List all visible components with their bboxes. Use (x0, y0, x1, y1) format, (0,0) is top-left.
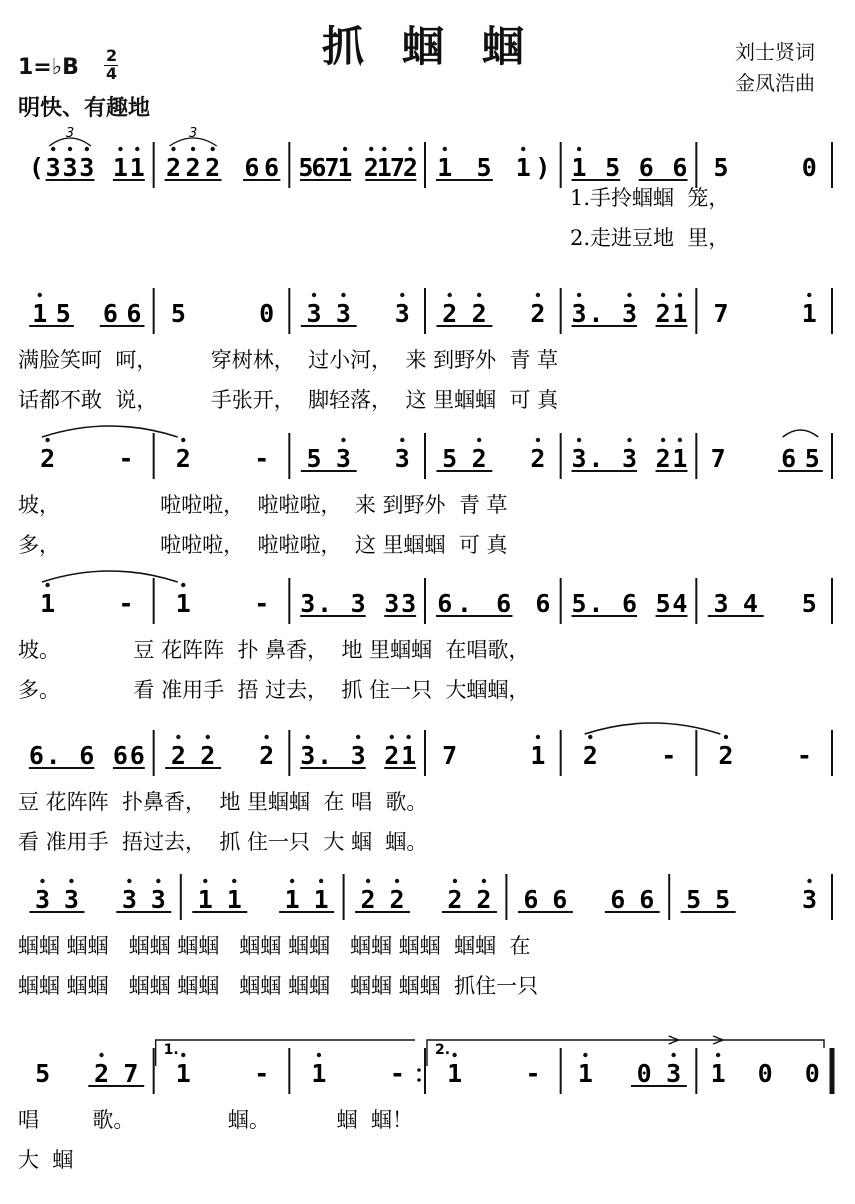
octave-dot (583, 1053, 587, 1057)
note: 6 (28, 741, 44, 770)
note: 1 (129, 153, 145, 182)
note: 3 (335, 444, 351, 473)
note: 6 (311, 153, 327, 182)
note: 3 (666, 1059, 682, 1088)
octave-dot (181, 583, 185, 587)
note: 2 (40, 444, 56, 473)
note: 3 (394, 299, 410, 328)
note: 5 (35, 1059, 51, 1088)
octave-dot (661, 293, 665, 297)
volta-1-bracket (156, 1040, 415, 1066)
system-1 (0, 126, 855, 284)
octave-dot (382, 147, 386, 151)
note: 5 (476, 153, 492, 182)
note: . (456, 589, 472, 618)
note: 2 (471, 444, 487, 473)
note: 5 (170, 299, 186, 328)
tie (585, 723, 721, 734)
note: 1 (437, 153, 453, 182)
note: 7 (389, 153, 405, 182)
note: . (317, 741, 333, 770)
note: 0 (757, 1059, 773, 1088)
note: 6 (112, 741, 128, 770)
triplet-number: 3 (188, 126, 198, 141)
octave-dot (210, 147, 214, 151)
octave-dot (206, 735, 210, 739)
octave-dot (51, 147, 55, 151)
system-2 (0, 280, 855, 430)
note: 7 (713, 299, 729, 328)
note: 0 (259, 299, 275, 328)
note: 3 (384, 589, 400, 618)
note: 5 (715, 885, 731, 914)
note: 3 (350, 741, 366, 770)
note: 2 (389, 885, 405, 914)
note: 6 (263, 153, 280, 182)
note: 1 (175, 589, 191, 618)
note: 1 (112, 153, 128, 182)
octave-dot (69, 879, 73, 883)
note: 1 (672, 299, 688, 328)
note: 1 (313, 885, 329, 914)
note: 5 (306, 444, 322, 473)
note: 6 (102, 299, 118, 328)
note: 2 (360, 885, 376, 914)
note: 1 (197, 885, 213, 914)
note: 3 (713, 589, 729, 618)
time-signature-num: 2 (106, 46, 118, 65)
note: 2 (530, 299, 546, 328)
octave-dot (477, 438, 481, 442)
note: 6 (129, 741, 145, 770)
octave-dot (181, 1053, 185, 1057)
note: 1 (447, 1059, 463, 1088)
note: 3 (62, 153, 78, 182)
note: 6 (496, 589, 512, 618)
note: 0 (636, 1059, 652, 1088)
note: 2 (447, 885, 463, 914)
note: 1 (376, 153, 392, 182)
time-signature-den: 4 (106, 64, 118, 83)
octave-dot (627, 293, 631, 297)
octave-dot (191, 147, 195, 151)
note: 1 (801, 299, 817, 328)
note: - (661, 741, 677, 770)
note: 5 (55, 299, 71, 328)
note: 2 (476, 885, 492, 914)
note: 3 (401, 589, 417, 618)
octave-dot (400, 438, 404, 442)
octave-dot (264, 735, 268, 739)
note: 5 (713, 153, 729, 182)
octave-dot (127, 879, 131, 883)
octave-dot (181, 438, 185, 442)
note: 1 (40, 589, 56, 618)
octave-dot (724, 735, 728, 739)
octave-dot (671, 1053, 675, 1057)
lyric-line-1: 坡。 豆 花阵阵 扑 鼻香， 地 里蝈蝈 在唱歌， (18, 638, 530, 662)
note: 6 (535, 589, 551, 618)
note: . (317, 589, 333, 618)
note: 7 (442, 741, 458, 770)
note: 3 (621, 444, 638, 473)
octave-dot (536, 438, 540, 442)
note: 3 (121, 885, 137, 914)
note: 3 (300, 741, 316, 770)
note: 5 (442, 444, 458, 473)
note: 5 (605, 153, 621, 182)
note: 3 (621, 299, 638, 328)
note: 6 (781, 444, 797, 473)
octave-dot (171, 147, 175, 151)
octave-dot (577, 438, 581, 442)
note: 6 (639, 885, 655, 914)
note: 5 (655, 589, 671, 618)
octave-dot (406, 735, 410, 739)
note: ) (535, 153, 551, 182)
octave-dot (176, 735, 180, 739)
volta-2-label: 2. (435, 1042, 451, 1058)
octave-dot (577, 293, 581, 297)
octave-dot (38, 293, 42, 297)
note: 2 (165, 153, 182, 182)
lyric-line-2: 蝈蝈 蝈蝈 蝈蝈 蝈蝈 蝈蝈 蝈蝈 蝈蝈 蝈蝈 抓住一只 (18, 974, 539, 998)
note: 1 (672, 444, 688, 473)
note: 4 (742, 589, 758, 618)
repeat-dot (417, 1068, 421, 1072)
note: ( (28, 153, 44, 182)
time-signature-rule (104, 65, 118, 66)
note: - (254, 444, 270, 473)
slur (783, 430, 819, 437)
key-signature: 1=♭B (18, 55, 79, 80)
note: 2 (200, 741, 216, 770)
octave-dot (807, 879, 811, 883)
note: - (525, 1059, 541, 1088)
octave-dot (135, 147, 139, 151)
octave-dot (85, 147, 89, 151)
octave-dot (678, 293, 682, 297)
volta-1-label: 1. (163, 1042, 179, 1058)
octave-dot (319, 879, 323, 883)
lyric-line-2: 话都不敢 说， 手张开， 脚轻落， 这 里蝈蝈 可 真 (18, 388, 559, 412)
note: 1 (530, 741, 546, 770)
note: 2 (402, 153, 418, 182)
note: 6 (79, 741, 95, 770)
note: 2 (655, 299, 671, 328)
note: 6 (552, 885, 568, 914)
note: 1 (175, 1059, 191, 1088)
octave-dot (366, 879, 370, 883)
note: 6 (523, 885, 539, 914)
system-6 (0, 866, 855, 1016)
note: 2 (530, 444, 546, 473)
octave-dot (678, 438, 682, 442)
octave-dot (577, 147, 581, 151)
note: 2 (94, 1059, 110, 1088)
note: 5 (298, 153, 314, 182)
octave-dot (716, 1053, 720, 1057)
note: 2 (655, 444, 671, 473)
note: - (796, 741, 812, 770)
octave-dot (521, 147, 525, 151)
octave-dot (118, 147, 122, 151)
note: - (118, 589, 134, 618)
note: 3 (306, 299, 322, 328)
note: 3 (150, 885, 166, 914)
note: 2 (170, 741, 186, 770)
octave-dot (452, 1053, 456, 1057)
note: 2 (205, 153, 221, 182)
octave-dot (45, 438, 49, 442)
note: . (588, 299, 604, 328)
note: 2 (384, 741, 400, 770)
note: 6 (244, 153, 260, 182)
system-5 (0, 722, 855, 872)
note: 6 (672, 153, 688, 182)
note: 5 (801, 589, 817, 618)
note: 3 (79, 153, 95, 182)
octave-dot (477, 293, 481, 297)
system-3 (0, 425, 855, 575)
note: . (588, 589, 604, 618)
note: 3 (300, 589, 316, 618)
lyric-line-1: 豆 花阵阵 扑鼻香， 地 里蝈蝈 在 唱 歌。 (18, 790, 428, 814)
note: 1 (284, 885, 300, 914)
lyric-line-2: 看 准用手 捂过去， 抓 住一只 大 蝈 蝈。 (18, 830, 428, 854)
lyric-line-1: 满脸笑呵 呵， 穿树林， 过小河， 来 到野外 青 草 (18, 348, 559, 372)
note: 5 (571, 589, 587, 618)
octave-dot (588, 735, 592, 739)
note: 2 (442, 299, 458, 328)
note: 0 (801, 153, 817, 182)
note: 5 (804, 444, 820, 473)
note: 7 (123, 1059, 139, 1088)
octave-dot (482, 879, 486, 883)
note: 3 (350, 589, 366, 618)
octave-dot (807, 293, 811, 297)
octave-dot (408, 147, 412, 151)
note: 3 (34, 885, 51, 914)
octave-dot (356, 735, 360, 739)
note: 1 (571, 153, 587, 182)
octave-dot (369, 147, 373, 151)
note: . (45, 741, 61, 770)
octave-dot (341, 438, 345, 442)
octave-dot (156, 879, 160, 883)
octave-dot (99, 1053, 103, 1057)
lyric-line-2: 大 蝈 (18, 1148, 74, 1172)
octave-dot (536, 293, 540, 297)
note: 3 (45, 153, 61, 182)
system-4 (0, 570, 855, 720)
note: 1 (32, 299, 48, 328)
note: 3 (571, 444, 587, 473)
note: 1 (226, 885, 242, 914)
lyric-line-1: 1.手拎蝈蝈 笼， (570, 186, 730, 210)
lyric-line-2: 多。 看 准用手 捂 过去， 抓 住一只 大蝈蝈， (18, 678, 530, 702)
note: 3 (801, 885, 818, 914)
octave-dot (45, 583, 49, 587)
octave-dot (536, 735, 540, 739)
lyric-line-1: 唱 歌。 蝈。 蝈 蝈！ (18, 1108, 413, 1132)
octave-dot (290, 879, 294, 883)
octave-dot (341, 293, 345, 297)
lyric-line-1: 坡， 啦啦啦， 啦啦啦， 来 到野外 青 草 (18, 493, 508, 517)
triplet-number: 3 (65, 126, 75, 141)
composer-credit: 金凤浩曲 (735, 71, 815, 95)
note: 2 (718, 741, 734, 770)
octave-dot (343, 147, 347, 151)
note: 1 (515, 153, 531, 182)
note: 7 (710, 444, 726, 473)
octave-dot (203, 879, 207, 883)
lyricist-credit: 刘士贤词 (735, 40, 815, 64)
note: 2 (471, 299, 487, 328)
note: 6 (437, 589, 453, 618)
lyric-line-1: 蝈蝈 蝈蝈 蝈蝈 蝈蝈 蝈蝈 蝈蝈 蝈蝈 蝈蝈 蝈蝈 在 (18, 934, 531, 958)
repeat-dot (417, 1078, 421, 1082)
note: 3 (571, 299, 587, 328)
octave-dot (68, 147, 72, 151)
octave-dot (390, 735, 394, 739)
note: 4 (672, 589, 688, 618)
note: 2 (185, 153, 201, 182)
note: 5 (686, 885, 702, 914)
tie (42, 426, 178, 437)
octave-dot (400, 293, 404, 297)
note: 2 (582, 741, 598, 770)
note: 1 (401, 741, 417, 770)
note: 3 (335, 299, 351, 328)
note: 1 (311, 1059, 327, 1088)
octave-dot (232, 879, 236, 883)
song-title: 抓蝈蝈 (322, 22, 563, 71)
octave-dot (317, 1053, 321, 1057)
octave-dot (306, 735, 310, 739)
octave-dot (627, 438, 631, 442)
note: 6 (638, 153, 654, 182)
tie (42, 571, 178, 582)
octave-dot (40, 879, 44, 883)
note: 3 (394, 444, 410, 473)
note: 7 (324, 153, 340, 182)
note: 1 (577, 1059, 593, 1088)
note: - (254, 589, 270, 618)
note: 2 (259, 741, 275, 770)
note: 2 (175, 444, 191, 473)
note: . (588, 444, 604, 473)
note: 2 (363, 153, 379, 182)
octave-dot (312, 293, 316, 297)
note: - (254, 1059, 270, 1088)
note: 6 (621, 589, 638, 618)
note: 1 (710, 1059, 726, 1088)
tempo-marking: 明快、有趣地 (18, 96, 151, 121)
note: 3 (63, 885, 79, 914)
octave-dot (661, 438, 665, 442)
note: 0 (804, 1059, 820, 1088)
note: - (118, 444, 134, 473)
octave-dot (448, 293, 452, 297)
octave-dot (443, 147, 447, 151)
lyric-line-2: 2.走进豆地 里， (570, 226, 730, 250)
note: - (389, 1059, 405, 1088)
note: 6 (126, 299, 142, 328)
octave-dot (453, 879, 457, 883)
note: 6 (610, 885, 626, 914)
lyric-line-2: 多， 啦啦啦， 啦啦啦， 这 里蝈蝈 可 真 (18, 533, 508, 557)
system-7 (0, 1040, 855, 1190)
octave-dot (395, 879, 399, 883)
note: 1 (337, 153, 353, 182)
